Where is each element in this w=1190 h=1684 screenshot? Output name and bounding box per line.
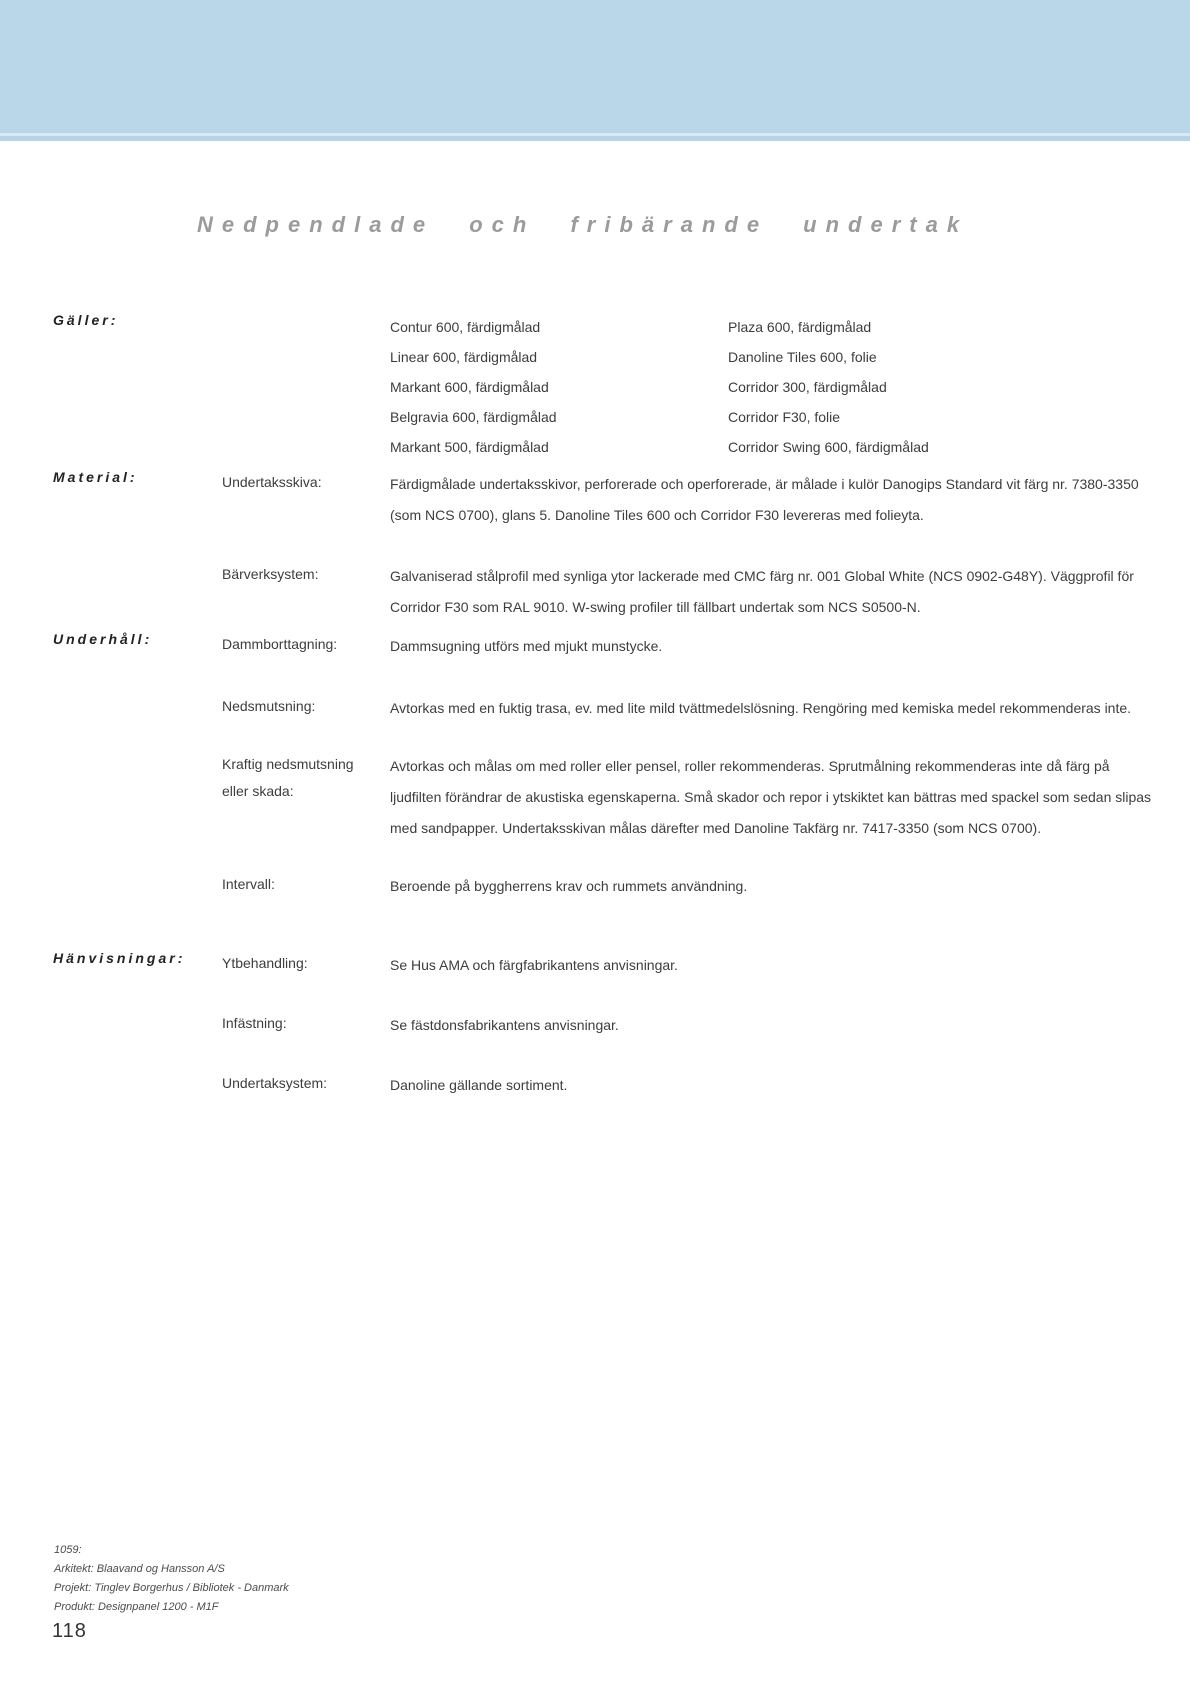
ytbehandling-sublabel: Ytbehandling:	[222, 955, 308, 971]
page-title: Nedpendlade och fribärande undertak	[197, 212, 969, 237]
product-item: Corridor Swing 600, färdigmålad	[728, 439, 929, 455]
kraftig-text: Avtorkas och målas om med roller eller pensel, roller rekommenderas. Sprutmålning rekommenderas inte då färg på ljudfilten förändrar de akustiska egenskaperna. Små skador och repor i ytskiktet kan bättras med spackel som sedan slipas med sandpapper. Undertaksskivan målas därefter med Danoline Takfärg nr. 7417-3350 (som NCS 0700).	[390, 758, 1152, 836]
section-underhall-nedsmutsning	[53, 693, 1160, 724]
undertaksskiva-sublabel: Undertaksskiva:	[222, 474, 322, 490]
product-item: Plaza 600, färdigmålad	[728, 319, 872, 335]
ytbehandling-text: Se Hus AMA och färgfabrikantens anvisningar.	[390, 957, 678, 973]
nedsmutsning-sublabel: Nedsmutsning:	[222, 698, 316, 714]
header-band-bottom-strip	[0, 136, 1190, 141]
undertaksskiva-text: Färdigmålade undertaksskivor, perforerade och operforerade, är målade i kulör Danogips Standard vit färg nr. 7380-3350 (som NCS 0700), glans 5. Danoline Tiles 600 och Corridor F30 levereras med folieyta.	[390, 476, 1139, 523]
infastning-text: Se fästdonsfabrikantens anvisningar.	[390, 1017, 619, 1033]
undertaksystem-text: Danoline gällande sortiment.	[390, 1077, 568, 1093]
header-band	[0, 0, 1190, 141]
underhall-label: Underhåll:	[53, 631, 153, 647]
hanvisningar-label: Hänvisningar:	[53, 950, 186, 966]
material-label: Material:	[53, 469, 138, 485]
undertaksystem-sublabel: Undertaksystem:	[222, 1075, 328, 1091]
section-galler	[53, 312, 1160, 462]
intervall-sublabel: Intervall:	[222, 876, 275, 892]
footer-credits	[54, 1541, 289, 1617]
dammborttagning-text: Dammsugning utförs med mjukt munstycke.	[390, 638, 663, 654]
section-material-undertaksskiva	[53, 469, 1160, 531]
section-hanvisningar-undertaksystem	[53, 1070, 1160, 1101]
product-item: Belgravia 600, färdigmålad	[390, 409, 557, 425]
footer-credit-line: Produkt: Designpanel 1200 - M1F	[54, 1601, 219, 1613]
footer-credit-line: Projekt: Tinglev Borgerhus / Bibliotek - Danmark	[54, 1582, 289, 1594]
product-item: Contur 600, färdigmålad	[390, 319, 541, 335]
product-list-left	[390, 312, 728, 462]
product-item: Danoline Tiles 600, folie	[728, 349, 877, 365]
product-item: Linear 600, färdigmålad	[390, 349, 538, 365]
galler-label: Gäller:	[53, 312, 119, 328]
barverksystem-text: Galvaniserad stålprofil med synliga ytor lackerade med CMC färg nr. 001 Global White (NCS 0902-G48Y). Väggprofil för Corridor F30 som RAL 9010. W-swing profiler till fällbart undertak som NCS S0500-N.	[390, 568, 1134, 615]
footer-credit-line: Arkitekt: Blaavand og Hansson A/S	[54, 1563, 225, 1575]
section-underhall-dammborttagning	[53, 631, 1160, 662]
section-material-barverksystem	[53, 561, 1160, 623]
product-item: Corridor 300, färdigmålad	[728, 379, 887, 395]
dammborttagning-sublabel: Dammborttagning:	[222, 636, 338, 652]
page-number: 118	[52, 1620, 87, 1642]
section-hanvisningar-infastning	[53, 1010, 1160, 1041]
product-lists	[390, 312, 1160, 462]
section-hanvisningar-ytbehandling	[53, 950, 1160, 981]
barverksystem-sublabel: Bärverksystem:	[222, 566, 319, 582]
infastning-sublabel: Infästning:	[222, 1015, 287, 1031]
section-underhall-kraftig	[53, 751, 1160, 844]
product-item: Markant 600, färdigmålad	[390, 379, 549, 395]
footer-credit-line: 1059:	[54, 1544, 82, 1556]
product-item: Corridor F30, folie	[728, 409, 841, 425]
product-item: Markant 500, färdigmålad	[390, 439, 549, 455]
kraftig-sublabel: Kraftig nedsmutsning eller skada:	[222, 756, 354, 799]
nedsmutsning-text: Avtorkas med en fuktig trasa, ev. med lite mild tvättmedelslösning. Rengöring med kemiska medel rekommenderas inte.	[390, 700, 1132, 716]
product-list-right	[728, 312, 1160, 462]
intervall-text: Beroende på byggherrens krav och rummets användning.	[390, 878, 748, 894]
section-underhall-intervall	[53, 871, 1160, 902]
